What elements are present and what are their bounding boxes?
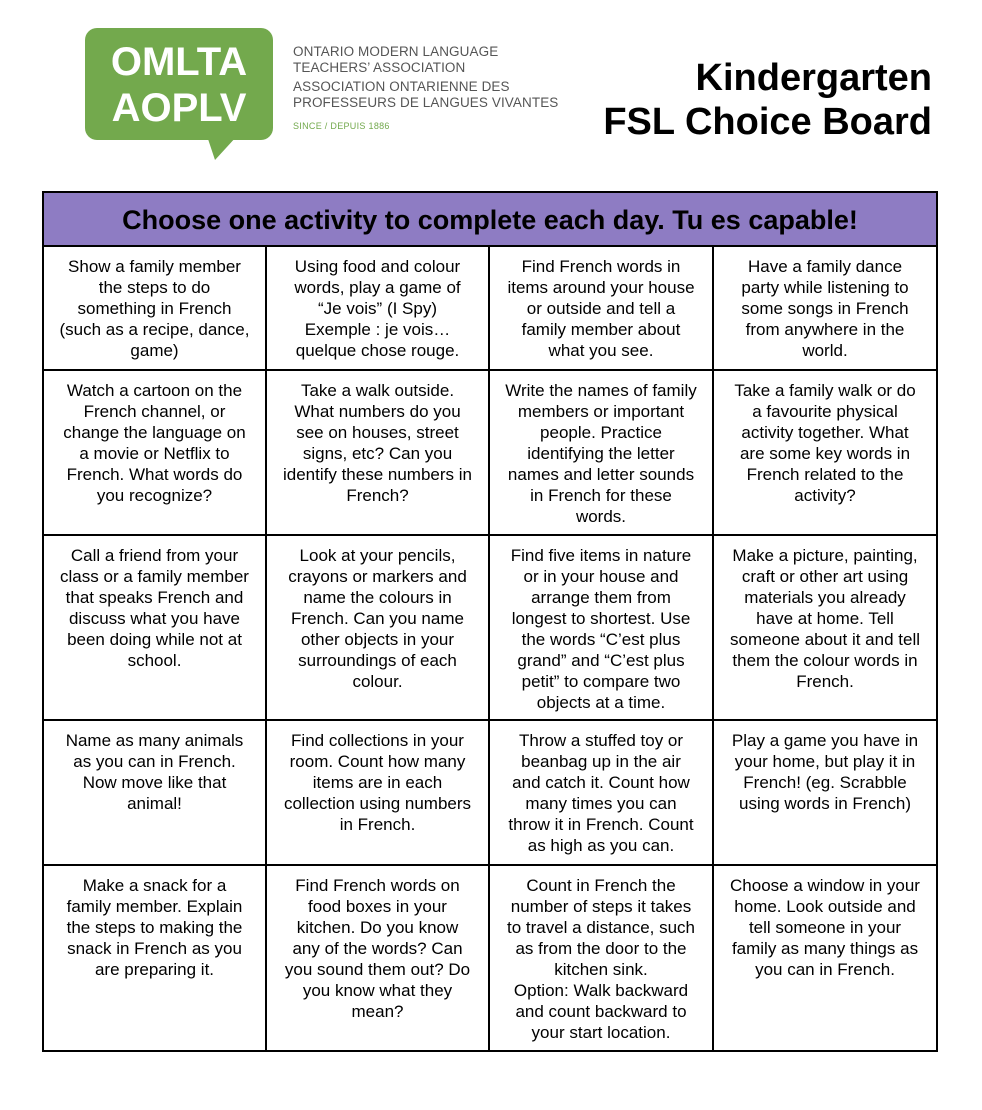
choice-board-row	[43, 535, 937, 720]
logo-text-omlta: OMLTA	[110, 40, 248, 84]
activity-text: Find collections in your room. Count how many items are in each collection using numbers in French.	[283, 731, 472, 834]
page-title	[603, 56, 932, 144]
activity-cell	[489, 370, 713, 535]
activity-cell	[43, 535, 266, 720]
activity-cell	[43, 865, 266, 1051]
activity-cell	[489, 720, 713, 865]
choice-board-row	[43, 720, 937, 865]
choice-board-row	[43, 246, 937, 370]
activity-cell	[266, 535, 489, 720]
activity-text: Watch a cartoon on the French channel, or change the language on a movie or Netflix to French. What words do you recognize?	[63, 381, 246, 505]
activity-cell	[43, 720, 266, 865]
activity-text: Take a walk outside. What numbers do you see on houses, street signs, etc? Can you identify these numbers in French?	[283, 381, 472, 505]
activity-cell	[713, 865, 937, 1051]
logo-text-aoplv: AOPLV	[111, 86, 247, 130]
activity-text: Choose a window in your home. Look outside and tell someone in your family as many things as you can in French.	[730, 876, 920, 979]
activity-text: Look at your pencils, crayons or markers and name the colours in French. Can you name other objects in your surroundings of each colour.	[288, 546, 467, 691]
activity-cell	[713, 535, 937, 720]
org-name-en-line2: TEACHERS’ ASSOCIATION	[293, 60, 466, 75]
activity-text: Find French words in items around your house or outside and tell a family member about what you see.	[507, 257, 695, 360]
choice-board-header-row	[43, 192, 937, 246]
activity-text: Write the names of family members or important people. Practice identifying the letter names and letter sounds in French for these words.	[505, 381, 697, 526]
org-name-en-line1: ONTARIO MODERN LANGUAGE	[293, 44, 499, 59]
activity-text: Show a family member the steps to do something in French (such as a recipe, dance, game)	[59, 257, 250, 360]
choice-board-row	[43, 370, 937, 535]
organization-name	[293, 44, 558, 131]
activity-cell	[713, 370, 937, 535]
omlta-logo	[85, 28, 275, 158]
activity-text: Name as many animals as you can in French. Now move like that animal!	[65, 731, 244, 813]
activity-text: Find five items in nature or in your house and arrange them from longest to shortest. Use the words “C’est plus grand” and “C’est plus petit” to compare two objects at a time.	[510, 546, 692, 712]
activity-text: Throw a stuffed toy or beanbag up in the air and catch it. Count how many times you can throw it in French. Count as high as you can.	[508, 731, 694, 855]
activity-cell	[266, 720, 489, 865]
activity-text: Make a snack for a family member. Explain the steps to making the snack in French as you are preparing it.	[66, 876, 243, 979]
activity-cell	[266, 246, 489, 370]
activity-text: Using food and colour words, play a game of “Je vois” (I Spy) Exemple : je vois… quelque chose rouge.	[294, 257, 461, 360]
choice-board	[42, 191, 938, 1052]
activity-text: Play a game you have in your home, but play it in French! (eg. Scrabble using words in French)	[731, 731, 919, 813]
activity-text: Count in French the number of steps it takes to travel a distance, such as from the door to the kitchen sink. Option: Walk backward and count backward to your start location.	[506, 876, 696, 1042]
activity-cell	[266, 370, 489, 535]
page-title-line2: FSL Choice Board	[603, 101, 932, 143]
choice-board-row	[43, 865, 937, 1051]
activity-text: Have a family dance party while listening to some songs in French from anywhere in the world.	[741, 257, 909, 360]
activity-cell	[43, 246, 266, 370]
org-name-fr-line1: ASSOCIATION ONTARIENNE DES	[293, 79, 510, 94]
activity-text: Find French words on food boxes in your kitchen. Do you know any of the words? Can you sound them out? Do you know what they mean?	[284, 876, 471, 1021]
choice-board-header: Choose one activity to complete each day. Tu es capable!	[43, 192, 937, 246]
activity-cell	[489, 246, 713, 370]
activity-cell	[713, 720, 937, 865]
activity-cell	[713, 246, 937, 370]
activity-text: Call a friend from your class or a family member that speaks French and discuss what you have been doing while not at school.	[60, 546, 249, 670]
logo-speech-bubble-tail	[207, 136, 237, 160]
activity-text: Take a family walk or do a favourite physical activity together. What are some key words in French related to the activity?	[734, 381, 916, 505]
activity-text: Make a picture, painting, craft or other art using materials you already have at home. Tell someone about it and tell them the colour words in French.	[730, 546, 920, 691]
page-title-line1: Kindergarten	[695, 57, 932, 99]
activity-cell	[489, 865, 713, 1051]
org-name-fr-line2: PROFESSEURS DE LANGUES VIVANTES	[293, 95, 559, 110]
org-since: SINCE / DEPUIS 1886	[293, 121, 390, 131]
activity-cell	[489, 535, 713, 720]
activity-cell	[43, 370, 266, 535]
activity-cell	[266, 865, 489, 1051]
